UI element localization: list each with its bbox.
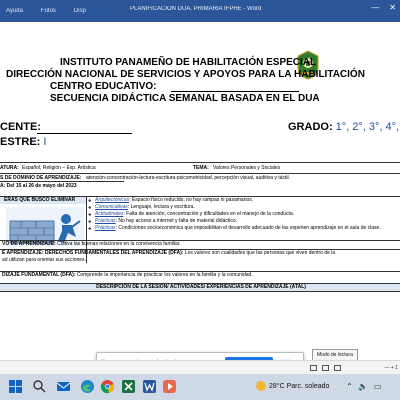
- trimestre-label: ESTRE:: [0, 136, 41, 148]
- chrome-icon[interactable]: [100, 379, 115, 394]
- table-row-asignatura: [0, 162, 400, 173]
- derecho-label: E APRENDIZAJE: DERECHOS FUNDAMENTALES DEL APRENDIZAJE (DFA):: [2, 250, 184, 256]
- chevron-up-icon[interactable]: ⌃: [346, 382, 353, 391]
- web-layout-icon[interactable]: [334, 365, 341, 371]
- print-layout-icon[interactable]: [322, 365, 329, 371]
- table-row-derecho: [0, 249, 400, 266]
- reading-mode-icon[interactable]: [310, 365, 317, 371]
- table-row-objetivo: [0, 240, 400, 248]
- centro-educativo-label: CENTRO EDUCATIVO:: [50, 81, 157, 92]
- zoom-control[interactable]: — + 1: [384, 365, 398, 371]
- reading-mode-tooltip: Modo de lectura: [312, 349, 358, 362]
- fecha-label: A: Del 15 al 26 de mayo del 2023: [0, 183, 77, 189]
- excel-icon[interactable]: [121, 379, 136, 394]
- barrier-key: Actitudinales: [95, 211, 124, 217]
- asignatura-value: Español, Religión – Exp. Artística: [22, 165, 96, 171]
- table-row-fundamental: [0, 271, 400, 279]
- trimestre-value: I: [43, 136, 47, 148]
- barrier-text: : Lenguaje, lectura y escritura.: [127, 204, 195, 210]
- windows-start-icon[interactable]: [8, 379, 23, 394]
- title-bar-menu: [0, 8, 86, 14]
- word-icon[interactable]: [142, 379, 157, 394]
- document-page[interactable]: [0, 22, 400, 360]
- window-controls: [371, 3, 396, 12]
- mail-icon[interactable]: [56, 379, 71, 394]
- barrier-text: : Espacio físico reducido, no hay rampas ni pasamanos.: [129, 197, 254, 203]
- sesion-label: DESCRIPCIÓN DE LA SESIÓN/ ACTIVIDADES/ EXPERIENCIAS DE APRENDIZAJE (ATAL): [96, 284, 306, 290]
- sequence-heading: SECUENCIA DIDÁCTICA SEMANAL BASADA EN EL DUA: [50, 93, 320, 104]
- close-button[interactable]: ✕: [389, 3, 396, 12]
- edge-browser-icon[interactable]: [80, 379, 95, 394]
- dominio-label: S DE DOMINIO DE APRENDIZAJE:: [0, 175, 82, 181]
- asignatura-label: ATURA:: [0, 165, 19, 171]
- windows-taskbar: [0, 374, 400, 400]
- list-item: [87, 197, 400, 204]
- window-title: PLANIFICACION DUA. PRIMARIA IFPHE - Word: [130, 6, 262, 12]
- menu-item-ayuda[interactable]: Ayuda: [6, 8, 23, 14]
- barrier-key: Prácticas: [95, 218, 116, 224]
- list-item: [87, 204, 400, 211]
- derecho-value-continued: ad utilizan para orientar sus acciones.: [2, 257, 86, 263]
- barrier-text: : Condiciones socioeconómica que imposibilitan el desarrollo adecuado de las experien aprendizaje en el aula de clase.: [115, 225, 381, 231]
- word-title-bar: [0, 0, 400, 22]
- objetivo-value: Cultiva las buenas relaciones en la convivencia familiar.: [57, 241, 181, 247]
- weather-widget[interactable]: [269, 383, 329, 390]
- volume-icon[interactable]: 🔈: [358, 382, 368, 391]
- grado-value: 1°, 2°, 3°, 4°,: [335, 121, 400, 133]
- tema-label: TEMA:: [193, 165, 209, 171]
- list-item: [87, 218, 400, 225]
- media-player-icon[interactable]: [162, 379, 177, 394]
- docente-label: CENTE:: [0, 121, 41, 133]
- barrier-key: Arquitectónicas: [95, 197, 130, 203]
- barrier-key: Prácticas: [95, 225, 116, 231]
- menu-item-fotos[interactable]: Fotos: [40, 8, 56, 14]
- trimestre-field: [0, 136, 46, 148]
- list-item: [87, 225, 397, 232]
- network-icon[interactable]: ▭: [374, 382, 382, 391]
- barreras-label: ERAS QUE BUSCO ELIMINAR: [0, 197, 86, 204]
- table-row-fecha: [0, 181, 124, 189]
- table-row-sesion: [0, 283, 400, 292]
- fundamental-label: DIZAJE FUNDAMENTAL (DFA):: [2, 272, 76, 278]
- grado-label: GRADO:: [288, 121, 333, 133]
- grado-field: [288, 121, 399, 133]
- weather-desc: Parc. soleado: [286, 383, 330, 390]
- barrier-key: Comunicativas: [95, 204, 128, 210]
- weather-temp: 28°C: [269, 383, 285, 390]
- list-item: [87, 211, 400, 218]
- word-status-bar: [0, 360, 400, 374]
- direction-heading: DIRECCIÓN NACIONAL DE SERVICIOS Y APOYOS PARA LA HABILITACIÓN: [6, 69, 365, 80]
- table-row-dominio: [0, 173, 400, 181]
- dominio-value: atención-concentración-lectura-escritura-psicomotricidad, percepción visual, auditiva y táctil.: [86, 175, 290, 181]
- objetivo-label: VO DE APRENDIZAJE:: [2, 241, 56, 247]
- tema-value: Valores Personales y Sociales: [213, 165, 281, 171]
- institute-heading: INSTITUTO PANAMEÑO DE HABILITACIÓN ESPECIAL: [60, 57, 317, 68]
- barrier-text: : Falta de atención, concentración y dificultades en el manejo de la conducta.: [123, 211, 295, 217]
- docente-blank: [37, 133, 132, 134]
- search-icon[interactable]: [32, 379, 47, 394]
- menu-item-disp[interactable]: Disp: [73, 8, 86, 14]
- barrier-text: : No hay acceso a internet y falta de material didáctico.: [115, 218, 238, 224]
- fundamental-value: Comprende la importancia de practicar los valores en la familia y la comunidad.: [76, 272, 253, 278]
- derecho-value: Los valores son cualidades que las personas que viven dentro de la: [184, 250, 336, 256]
- weather-icon[interactable]: [256, 381, 266, 391]
- centro-educativo-blank: [171, 91, 299, 92]
- minimize-button[interactable]: —: [371, 3, 380, 12]
